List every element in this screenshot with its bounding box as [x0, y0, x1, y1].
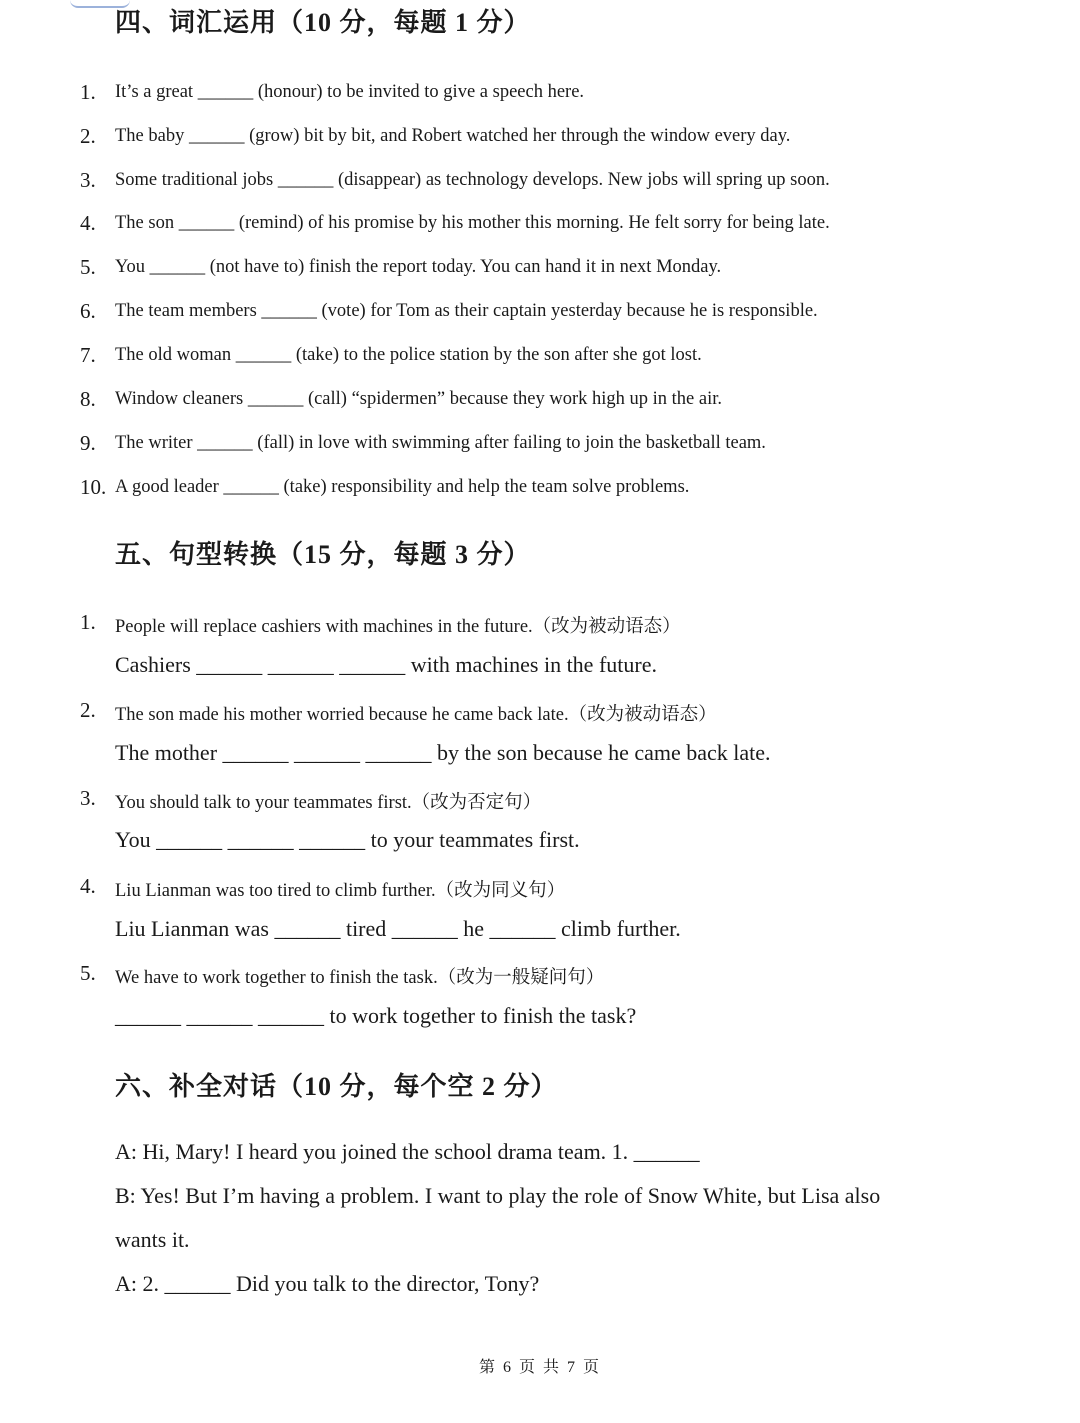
item-text: Some traditional jobs ______ (disappear) as technology develops. New jobs will spring up soon.	[115, 170, 830, 190]
vocab-item-3	[80, 168, 980, 198]
item-number: 3.	[80, 786, 96, 810]
item-text: Window cleaners ______ (call) “spidermen” because they work high up in the air.	[115, 389, 722, 409]
section-five-title: 五、句型转换（15 分，每题 3 分）	[115, 540, 531, 569]
vocab-item-5	[80, 255, 980, 285]
item-text: The son made his mother worried because he came back late.（改为被动语态）	[115, 705, 717, 725]
dialog-line-3: wants it.	[115, 1227, 190, 1252]
item-number: 10.	[80, 475, 107, 499]
item-number: 9.	[80, 431, 96, 455]
transform-answer-4: Liu Lianman was ______ tired ______ he ______ climb further.	[115, 916, 681, 941]
item-number: 1.	[80, 80, 96, 104]
dialog-line-1: A: Hi, Mary! I heard you joined the school drama team. 1. ______	[115, 1139, 700, 1164]
vocab-item-8	[80, 387, 980, 417]
section-four-title: 四、词汇运用（10 分，每题 1 分）	[115, 8, 531, 37]
item-text: You should talk to your teammates first.（改为否定句）	[115, 793, 542, 813]
item-text: People will replace cashiers with machines in the future.（改为被动语态）	[115, 617, 681, 637]
item-number: 1.	[80, 610, 96, 634]
item-text: It’s a great ______ (honour) to be invited to give a speech here.	[115, 82, 585, 102]
vocab-item-4	[80, 211, 980, 241]
item-number: 5.	[80, 961, 96, 985]
item-text: You ______ (not have to) finish the report today. You can hand it in next Monday.	[115, 257, 722, 277]
dialog-line-2: B: Yes! But I’m having a problem. I want to play the role of Snow White, but Lisa also	[115, 1183, 881, 1208]
vocab-item-6	[80, 299, 980, 329]
transform-item-1	[80, 610, 980, 640]
transform-answer-2: The mother ______ ______ ______ by the son because he came back late.	[115, 740, 771, 765]
item-number: 7.	[80, 343, 96, 367]
vocab-item-10	[80, 475, 980, 505]
item-number: 4.	[80, 211, 96, 235]
item-number: 4.	[80, 874, 96, 898]
item-text: Liu Lianman was too tired to climb further.（改为同义句）	[115, 881, 566, 901]
item-number: 5.	[80, 255, 96, 279]
transform-item-5	[80, 961, 980, 991]
transform-item-4	[80, 874, 980, 904]
vocab-item-9	[80, 431, 980, 461]
vocab-item-2	[80, 124, 980, 154]
transform-answer-5: ______ ______ ______ to work together to finish the task?	[115, 1003, 637, 1028]
transform-answer-3: You ______ ______ ______ to your teammates first.	[115, 827, 580, 852]
transform-item-2	[80, 698, 980, 728]
item-number: 8.	[80, 387, 96, 411]
item-text: The team members ______ (vote) for Tom as their captain yesterday because he is responsible.	[115, 301, 818, 321]
item-text: A good leader ______ (take) responsibility and help the team solve problems.	[115, 477, 690, 497]
dialog-line-4: A: 2. ______ Did you talk to the director, Tony?	[115, 1271, 540, 1296]
item-number: 2.	[80, 124, 96, 148]
page-footer: 第 6 页 共 7 页	[478, 1359, 601, 1376]
item-text: We have to work together to finish the task.（改为一般疑问句）	[115, 968, 605, 988]
item-number: 6.	[80, 299, 96, 323]
section-six-title: 六、补全对话（10 分，每个空 2 分）	[115, 1072, 558, 1101]
item-number: 2.	[80, 698, 96, 722]
transform-item-3	[80, 786, 980, 816]
item-number: 3.	[80, 168, 96, 192]
item-text: The old woman ______ (take) to the police station by the son after she got lost.	[115, 345, 702, 365]
transform-answer-1: Cashiers ______ ______ ______ with machines in the future.	[115, 652, 657, 677]
item-text: The baby ______ (grow) bit by bit, and Robert watched her through the window every day.	[115, 126, 791, 146]
vocab-item-7	[80, 343, 980, 373]
vocab-item-1	[80, 80, 980, 110]
item-text: The writer ______ (fall) in love with swimming after failing to join the basketball team.	[115, 433, 766, 453]
item-text: The son ______ (remind) of his promise by his mother this morning. He felt sorry for being late.	[115, 213, 830, 233]
